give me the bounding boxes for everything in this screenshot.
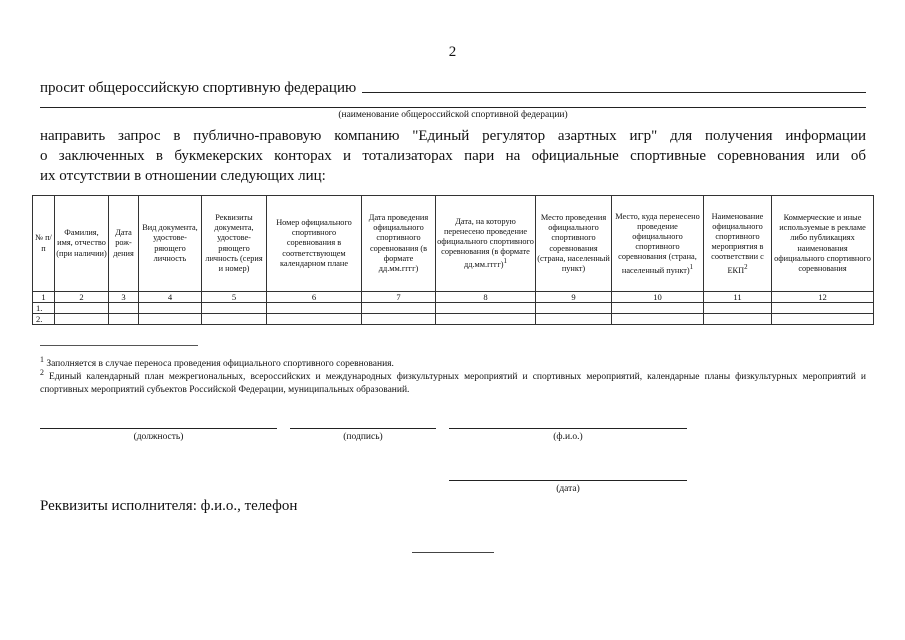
table-cell[interactable] [704,303,772,314]
table-cell[interactable] [109,303,139,314]
footnote-text: Единый календарный план межрегиональных, всероссийских и международных физкультурных мероприятий и спортивных мероприятий, календарные планы физкультурных мероприятий и спортивных мероприятий субъектов Российской Федерации, муниципальных образований. [40,372,867,396]
column-number: 8 [436,292,536,303]
header-cell [436,196,536,292]
footnote-ref: 1 [689,263,694,271]
footnote-mark: 1 [40,355,44,364]
column-number: 9 [536,292,612,303]
header-cell [704,196,772,292]
table-cell[interactable] [267,303,362,314]
header-cell: Коммерческие и иные используемые в рекламе либо публикациях наименования официального спортивного соревнования [772,196,874,292]
header-cell: Реквизиты документа, удостове- ряющего личность (серия и номер) [202,196,267,292]
table-cell[interactable] [612,303,704,314]
footnote-mark: 2 [40,368,44,377]
position-caption: (должность) [133,432,184,442]
table-cell[interactable] [772,314,874,325]
paragraph-line-3: их отсутствии в отношении следующих лиц: [40,168,326,184]
table-cell[interactable] [362,303,436,314]
footnote-text: Заполняется в случае переноса проведения официального спортивного соревнования. [46,359,394,370]
federation-name-field[interactable] [362,78,866,93]
request-line [40,80,356,97]
column-number: 2 [55,292,109,303]
request-paragraph [40,126,866,186]
table-cell[interactable] [55,314,109,325]
footnote-ref: 2 [744,263,748,271]
row-number: 1. [33,303,55,314]
column-number: 1 [33,292,55,303]
name-field[interactable] [449,415,687,429]
table-header-row [33,196,874,292]
position-field[interactable] [40,415,277,429]
signature-field[interactable] [290,415,436,429]
table-cell[interactable] [139,314,202,325]
column-number: 6 [267,292,362,303]
table-cell[interactable] [202,303,267,314]
table-cell[interactable] [772,303,874,314]
column-number-row [33,292,874,303]
paragraph-line-1: направить запрос в публично-правовую компанию "Единый регулятор азартных игр" для получения информации [40,128,866,144]
column-number: 10 [612,292,704,303]
column-number: 5 [202,292,267,303]
table-cell[interactable] [536,314,612,325]
table-cell[interactable] [202,314,267,325]
federation-name-field-continued[interactable] [40,96,866,108]
column-number: 11 [704,292,772,303]
header-cell: Дата рож- дения [109,196,139,292]
header-cell: № п/п [33,196,55,292]
column-number: 7 [362,292,436,303]
header-text: Наименование официального спортивного мероприятия в соответствии с ЕКП [711,211,764,275]
header-cell: Дата проведения официального спортивного соревнования (в формате дд.мм.гггг) [362,196,436,292]
federation-caption: (наименование общероссийской спортивной федерации) [338,110,568,120]
table-cell[interactable] [436,314,536,325]
table-cell[interactable] [612,314,704,325]
bottom-divider [412,552,494,553]
table-cell[interactable] [704,314,772,325]
table-cell[interactable] [139,303,202,314]
footnote-divider [40,345,198,346]
persons-table [32,195,874,325]
executor-details: Реквизиты исполнителя: ф.и.о., телефон [40,498,298,514]
date-field[interactable] [449,467,687,481]
name-caption: (ф.и.о.) [553,432,583,442]
header-cell: Вид документа, удостове- ряющего личность [139,196,202,292]
header-cell [612,196,704,292]
header-text: Дата, на которую перенесено проведение официального спортивного соревнования (в формате дд.мм.гггг) [437,216,534,270]
table-row [33,303,874,314]
column-number: 3 [109,292,139,303]
footnote-ref: 1 [503,258,507,266]
paragraph-line-2: о заключенных в букмекерских конторах и тотализаторах пари на официальные спортивные соревнования или об [40,148,866,164]
signature-caption: (подпись) [343,432,383,442]
column-number: 4 [139,292,202,303]
table-cell[interactable] [55,303,109,314]
table-cell[interactable] [536,303,612,314]
row-number: 2. [33,314,55,325]
column-number: 12 [772,292,874,303]
request-prefix: просит общероссийскую спортивную федерацию [40,80,357,96]
table-cell[interactable] [109,314,139,325]
table-row [33,314,874,325]
footnote-2 [40,366,866,397]
table-cell[interactable] [267,314,362,325]
header-cell: Фамилия, имя, отчество (при наличии) [55,196,109,292]
table-cell[interactable] [436,303,536,314]
header-cell: Место проведения официального спортивного соревнования (страна, населенный пункт) [536,196,612,292]
header-cell: Номер официального спортивного соревнования в соответствующем календарном плане [267,196,362,292]
date-caption: (дата) [556,484,580,494]
table-cell[interactable] [362,314,436,325]
page-number: 2 [448,44,457,60]
header-text: Место, куда перенесено проведение официального спортивного соревнования (страна, населенный пункт) [615,211,700,275]
